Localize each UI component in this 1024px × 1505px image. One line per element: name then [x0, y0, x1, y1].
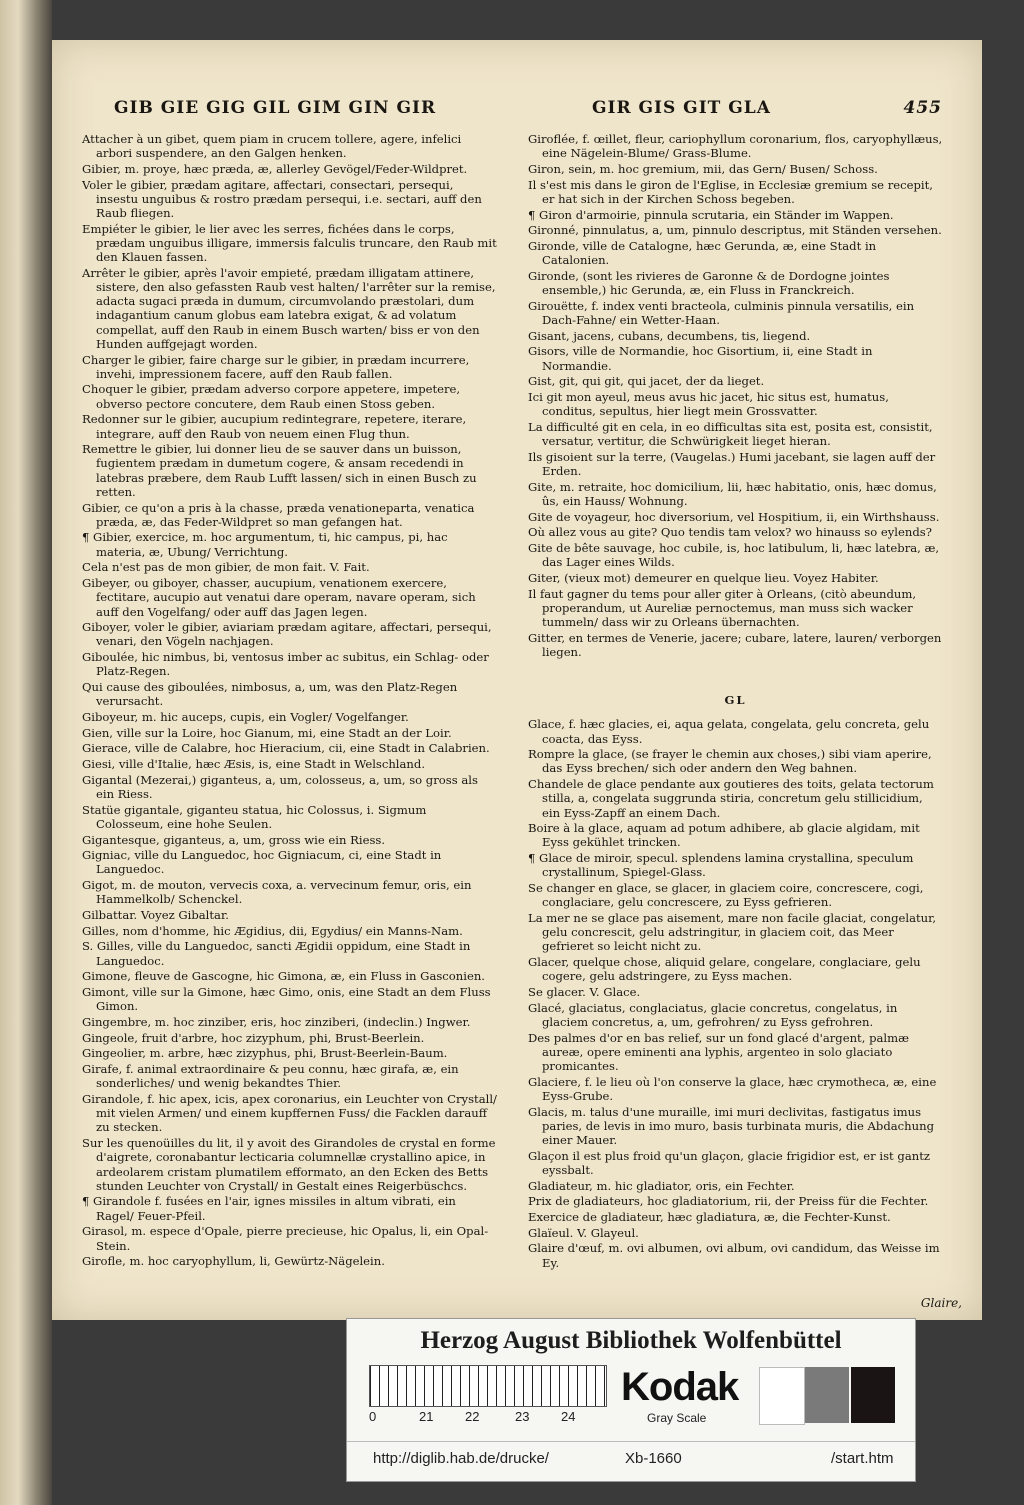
- dictionary-entry: Il faut gagner du tems pour aller giter à Orleans, (citò abeundum, properandum, ut Aureliæ pernoctemus, man muss sich wacker tummeln/ dass wir zu Orleans übernachten.: [528, 586, 917, 629]
- gray-patch-white: [759, 1367, 805, 1425]
- dictionary-entry: ¶ Giron d'armoirie, pinnula scrutaria, ein Ständer im Wappen.: [528, 207, 894, 222]
- scale-ruler: [369, 1365, 607, 1407]
- dictionary-entry: Glacis, m. talus d'une muraille, imi muri declivitas, fastigatus imus paries, de levis in imo muro, basis turbinata muris, die Abdachung einer Mauer.: [528, 1104, 934, 1147]
- gray-scale-label: Gray Scale: [647, 1411, 707, 1425]
- ruler-number: 0: [369, 1409, 377, 1424]
- dictionary-entry: Ils gisoient sur la terre, (Vaugelas.) Humi jacebant, sie lagen auff der Erden.: [528, 449, 936, 478]
- dictionary-entry: Giboulée, hic nimbus, bi, ventosus imber ac subitus, ein Schlag- oder Platz-Regen.: [82, 650, 489, 679]
- dictionary-entry: Cela n'est pas de mon gibier, de mon fait. V. Fait.: [82, 560, 370, 575]
- dictionary-entry: Charger le gibier, faire charge sur le gibier, in prædam incurrere, invehi, impressionem facere, auff den Raub fallen.: [82, 352, 470, 381]
- dictionary-entry: S. Gilles, ville du Languedoc, sancti Ægidii oppidum, eine Stadt in Languedoc.: [82, 939, 471, 968]
- page-number: 455: [903, 98, 942, 118]
- dictionary-entry: Se glacer. V. Glace.: [528, 984, 641, 999]
- dictionary-entry: Arrêter le gibier, après l'avoir empieté, prædam illigatam attinere, sistere, den also gefassten Raub vest halten/ l'arrêter sur la remise, adacta sugaci præda in dumum, circumvolando præstolari, dum indagantium canum globus eam latebra exigat, & ad volatum compellat, auff den Raub in einem Busch warten/ biss er von den Hunden auffgejagt worden.: [82, 265, 496, 351]
- dictionary-entry: Gien, ville sur la Loire, hoc Gianum, mi, eine Stadt an der Loir.: [82, 725, 452, 740]
- right-column-entries-gi: [528, 132, 943, 659]
- dictionary-entry: Glaçon il est plus froid qu'un glaçon, glacie frigidior est, er ist gantz eyssbalt.: [528, 1148, 930, 1177]
- ruler-number: 24: [561, 1409, 576, 1424]
- dictionary-entry: Qui cause des giboulées, nimbosus, a, um, was den Platz-Regen verursacht.: [82, 680, 458, 709]
- dictionary-entry: Chandele de glace pendante aux goutieres des toits, gelata tectorum stilla, a, congelata suggrunda stiria, concretum gelu stillicidium, ein Eyss-Zapff an einem Dach.: [528, 777, 934, 820]
- dictionary-entry: Redonner sur le gibier, aucupium redintegrare, repetere, iterare, integrare, auff den Raub von neuem einen Flug thun.: [82, 412, 467, 441]
- dictionary-entry: Gierace, ville de Calabre, hoc Hieracium, cii, eine Stadt in Calabrien.: [82, 741, 490, 756]
- right-column: [528, 132, 943, 1271]
- dictionary-entry: Girafe, f. animal extraordinaire & peu connu, hæc girafa, æ, ein sonderliches/ und wenig bekandtes Thier.: [82, 1062, 459, 1091]
- dictionary-entry: La mer ne se glace pas aisement, mare non facile glaciat, congelatur, gelu concrescit, gelu adstringitur, in glaciem coit, das Meer gefrieret so leicht nicht zu.: [528, 910, 937, 954]
- right-column-entries-gl: [528, 717, 943, 1270]
- dictionary-entry: Girouëtte, f. index venti bracteola, culminis pinnula versatilis, ein Dach-Fahne/ ein Wetter-Haan.: [528, 298, 915, 327]
- shelfmark: Xb-1660: [625, 1450, 682, 1467]
- dictionary-entry: Giroflée, f. œillet, fleur, cariophyllum coronarium, flos, caryophyllæus, eine Nägelein-Blume/ Grass-Blume.: [528, 132, 943, 161]
- dictionary-entry: Gitter, en termes de Venerie, jacere; cubare, latere, lauren/ verborgen liegen.: [528, 630, 942, 659]
- dictionary-entry: Attacher à un gibet, quem piam in crucem tollere, agere, infelici arbori suspendere, an den Galgen henken.: [82, 132, 462, 161]
- dictionary-entry: Gingeolier, m. arbre, hæc zizyphus, phi, Brust-Beerlein-Baum.: [82, 1046, 448, 1061]
- dictionary-entry: Gite de voyageur, hoc diversorium, vel Hospitium, ii, ein Wirthshauss.: [528, 509, 940, 524]
- dictionary-entry: Gisant, jacens, cubans, decumbens, tis, liegend.: [528, 328, 811, 343]
- ruler-number: 21: [419, 1409, 434, 1424]
- ruler-number: 22: [465, 1409, 480, 1424]
- header-right-guide: GIR GIS GIT GLA: [592, 98, 771, 118]
- dictionary-entry: Empiéter le gibier, le lier avec les serres, fichées dans le corps, prædam unguibus illigare, immersis falculis truncare, den Raub mit den Klauen fassen.: [82, 221, 497, 265]
- target-footer: [347, 1441, 915, 1472]
- dictionary-entry: Exercice de gladiateur, hæc gladiatura, æ, die Fechter-Kunst.: [528, 1210, 891, 1225]
- dictionary-entry: Gisors, ville de Normandie, hoc Gisortium, ii, eine Stadt in Normandie.: [528, 344, 873, 373]
- catchword: Glaire,: [920, 1296, 962, 1310]
- dictionary-entry: Boire à la glace, aquam ad potum adhibere, ab glacie algidam, mit Eyss gekühlet trincken.: [528, 821, 920, 850]
- dictionary-entry: Gironné, pinnulatus, a, um, pinnulo descriptus, mit Ständen versehen.: [528, 223, 942, 238]
- dictionary-entry: Glacer, quelque chose, aliquid gelare, congelare, conglaciare, gelu cogere, gelu adstringere, zu Eyss machen.: [528, 955, 921, 984]
- color-target-card: [346, 1318, 916, 1482]
- dictionary-entry: Giron, sein, m. hoc gremium, mii, das Gern/ Busen/ Schoss.: [528, 161, 878, 176]
- library-name: Herzog August Bibliothek Wolfenbüttel: [420, 1327, 842, 1354]
- dictionary-entry: Gironde, (sont les rivieres de Garonne & de Dordogne jointes ensemble,) hic Gerunda, æ, ein Fluss in Franckreich.: [528, 268, 890, 298]
- dictionary-entry: Où allez vous au gite? Quo tendis tam velox? wo hinauss so eylends?: [528, 525, 932, 540]
- dictionary-entry: Prix de gladiateurs, hoc gladiatorium, rii, der Preiss für die Fechter.: [528, 1194, 929, 1209]
- dictionary-entry: Glaïeul. V. Glayeul.: [528, 1225, 639, 1240]
- dictionary-entry: Giboyeur, m. hic auceps, cupis, ein Vogler/ Vogelfanger.: [82, 709, 409, 724]
- dictionary-entry: Giboyer, voler le gibier, aviariam prædam agitare, affectari, persequi, venari, den Vögeln nachjagen.: [82, 620, 492, 649]
- dictionary-entry: Glaire d'œuf, m. ovi albumen, ovi album, ovi candidum, das Weisse im Ey.: [528, 1241, 940, 1270]
- dictionary-entry: Girasol, m. espece d'Opale, pierre precieuse, hic Opalus, li, ein Opal-Stein.: [82, 1224, 489, 1253]
- dictionary-entry: Girandole, f. hic apex, icis, apex coronarius, ein Leuchter von Crystall/ mit vielen Armen/ und einem kupffernen Fuss/ die Facklen darauff zu stecken.: [82, 1092, 497, 1135]
- dictionary-entry: Gingembre, m. hoc zinziber, eris, hoc zinziberi, (indeclin.) Ingwer.: [82, 1014, 471, 1029]
- running-header: [114, 98, 942, 128]
- dictionary-entry: Gite de bête sauvage, hoc cubile, is, hoc latibulum, li, hæc latebra, æ, das Lager eines Wilds.: [528, 540, 940, 570]
- book-spine-edge: [0, 0, 52, 1505]
- dictionary-entry: Rompre la glace, (se frayer le chemin aux choses,) sibi viam aperire, das Eyss brechen/ sich oder andern den Weg bahnen.: [528, 747, 932, 776]
- dictionary-entry: Giesi, ville d'Italie, hæc Æsis, is, eine Stadt in Welschland.: [82, 757, 426, 772]
- dictionary-entry: Sur les quenoüilles du lit, il y avoit des Girandoles de crystal en forme d'aigrete, coronabantur lecticaria columnellæ crystallino apice, in ardeolarem cristam plumatilem efformato, an den Ecken des Betts stunden Leuchter von Crystall/ in Gestalt eines Reigerbüschcs.: [82, 1136, 496, 1193]
- book-page: [52, 40, 982, 1320]
- dictionary-entry: Se changer en glace, se glacer, in glaciem coire, concrescere, cogi, conglaciare, gelu concrescere, zu Eyss gefrieren.: [528, 881, 924, 910]
- dictionary-entry: La difficulté git en cela, in eo difficultas sita est, posita est, consistit, versatur, vertitur, die Schwürigkeit lieget hieran.: [528, 419, 933, 449]
- dictionary-entry: ¶ Glace de miroir, specul. splendens lamina crystallina, speculum crystallinum, Spiegel-Glass.: [528, 851, 914, 880]
- dictionary-entry: Gimont, ville sur la Gimone, hæc Gimo, onis, eine Stadt an dem Fluss Gimon.: [82, 985, 491, 1014]
- ruler-numbers: [369, 1409, 605, 1425]
- left-column: [82, 132, 497, 1270]
- gray-patch-mid: [805, 1367, 849, 1423]
- dictionary-entry: Des palmes d'or en bas relief, sur un fond glacé d'argent, palmæ aureæ, opere eminenti ana lyphis, argenteo in solo glaciato promicantes.: [528, 1030, 910, 1073]
- dictionary-entry: Gigantesque, giganteus, a, um, gross wie ein Riess.: [82, 832, 386, 847]
- header-left-guide: GIB GIE GIG GIL GIM GIN GIR: [114, 98, 437, 118]
- dictionary-entry: Gimone, fleuve de Gascogne, hic Gimona, æ, ein Fluss in Gasconien.: [82, 969, 485, 984]
- dictionary-entry: Gigniac, ville du Languedoc, hoc Gigniacum, ci, eine Stadt in Languedoc.: [82, 848, 442, 877]
- dictionary-entry: Gladiateur, m. hic gladiator, oris, ein Fechter.: [528, 1178, 795, 1193]
- section-heading: GL: [724, 693, 747, 708]
- dictionary-entry: Glaciere, f. le lieu où l'on conserve la glace, hæc crymotheca, æ, eine Eyss-Grube.: [528, 1074, 937, 1103]
- dictionary-entry: Il s'est mis dans le giron de l'Eglise, in Ecclesiæ gremium se recepit, er hat sich in der Kirchen Schoss begeben.: [528, 177, 933, 206]
- dictionary-entry: ¶ Gibier, exercice, m. hoc argumentum, ti, hic campus, pi, hac materia, æ, Ubung/ Verrichtung.: [82, 530, 448, 559]
- dictionary-entry: Voler le gibier, prædam agitare, affectari, consectari, persequi, insestu unguibus & rostro prædam persequi, i.e. sectari, auff den Raub fliegen.: [82, 177, 482, 221]
- start-path: /start.htm: [831, 1450, 894, 1467]
- dictionary-entry: Statüe gigantale, giganteu statua, hic Colossus, i. Sigmum Colosseum, eine hohe Seulen.: [82, 802, 427, 831]
- dictionary-entry: ¶ Girandole f. fusées en l'air, ignes missiles in altum vibrati, ein Ragel/ Feuer-Pfeil.: [82, 1194, 456, 1223]
- dictionary-entry: Gibier, m. proye, hæc præda, æ, allerley Gevögel/Feder-Wildpret.: [82, 161, 468, 176]
- dictionary-entry: Gilles, nom d'homme, hic Ægidius, dii, Egydius/ ein Manns-Nam.: [82, 923, 463, 938]
- dictionary-entry: Gingeole, fruit d'arbre, hoc zizyphum, phi, Brust-Beerlein.: [82, 1030, 425, 1045]
- dictionary-entry: Gigot, m. de mouton, vervecis coxa, a. vervecinum femur, oris, ein Hammelkolb/ Schenckel.: [82, 878, 472, 907]
- dictionary-entry: Choquer le gibier, prædam adverso corpore appetere, impetere, obverso pectore concutere, dem Raub einen Stoss geben.: [82, 382, 461, 411]
- kodak-logo: Kodak: [621, 1365, 739, 1409]
- dictionary-entry: Gilbattar. Voyez Gibaltar.: [82, 908, 229, 923]
- gray-patch-black: [851, 1367, 895, 1423]
- dictionary-entry: Giter, (vieux mot) demeurer en quelque lieu. Voyez Habiter.: [528, 570, 879, 585]
- dictionary-entry: Remettre le gibier, lui donner lieu de se sauver dans un buisson, fugientem prædam in dumetum cogere, & ansam recedendi in latebras præbere, dem Raub Lufft lassen/ sich in einen Busch zu retten.: [82, 442, 477, 499]
- digital-library-url: http://diglib.hab.de/drucke/: [373, 1450, 549, 1467]
- dictionary-entry: Gigantal (Mezerai,) giganteus, a, um, colosseus, a, um, so gross als ein Riess.: [82, 772, 478, 801]
- dictionary-entry: Girofle, m. hoc caryophyllum, li, Gewürtz-Nägelein.: [82, 1254, 385, 1269]
- ruler-number: 23: [515, 1409, 530, 1424]
- dictionary-entry: Gibier, ce qu'on a pris à la chasse, præda venationeparta, venatica præda, æ, das Feder-Wildpret so man gefangen hat.: [82, 500, 475, 529]
- dictionary-entry: Gist, git, qui git, qui jacet, der da lieget.: [528, 374, 765, 389]
- dictionary-entry: Ici git mon ayeul, meus avus hic jacet, hic situs est, humatus, conditus, sepultus, hier liegt mein Grossvatter.: [528, 389, 889, 419]
- dictionary-entry: Glacé, glaciatus, conglaciatus, glacie concretus, congelatus, in glaciem concretus, a, um, gefrohren/ zu Eyss gefrohren.: [528, 1000, 898, 1029]
- dictionary-entry: Glace, f. hæc glacies, ei, aqua gelata, congelata, gelu concreta, gelu coacta, das Eyss.: [528, 717, 930, 746]
- dictionary-entry: Gite, m. retraite, hoc domicilium, lii, hæc habitatio, onis, hæc domus, ûs, ein Hauss/ Wohnung.: [528, 479, 937, 508]
- dictionary-entry: Gironde, ville de Catalogne, hæc Gerunda, æ, eine Stadt in Catalonien.: [528, 238, 877, 268]
- dictionary-entry: Gibeyer, ou giboyer, chasser, aucupium, venationem exercere, fectitare, aucupio aut venatui dare operam, navare operam, sich auff den Vogelfang/ oder auff das Jagen legen.: [82, 576, 476, 619]
